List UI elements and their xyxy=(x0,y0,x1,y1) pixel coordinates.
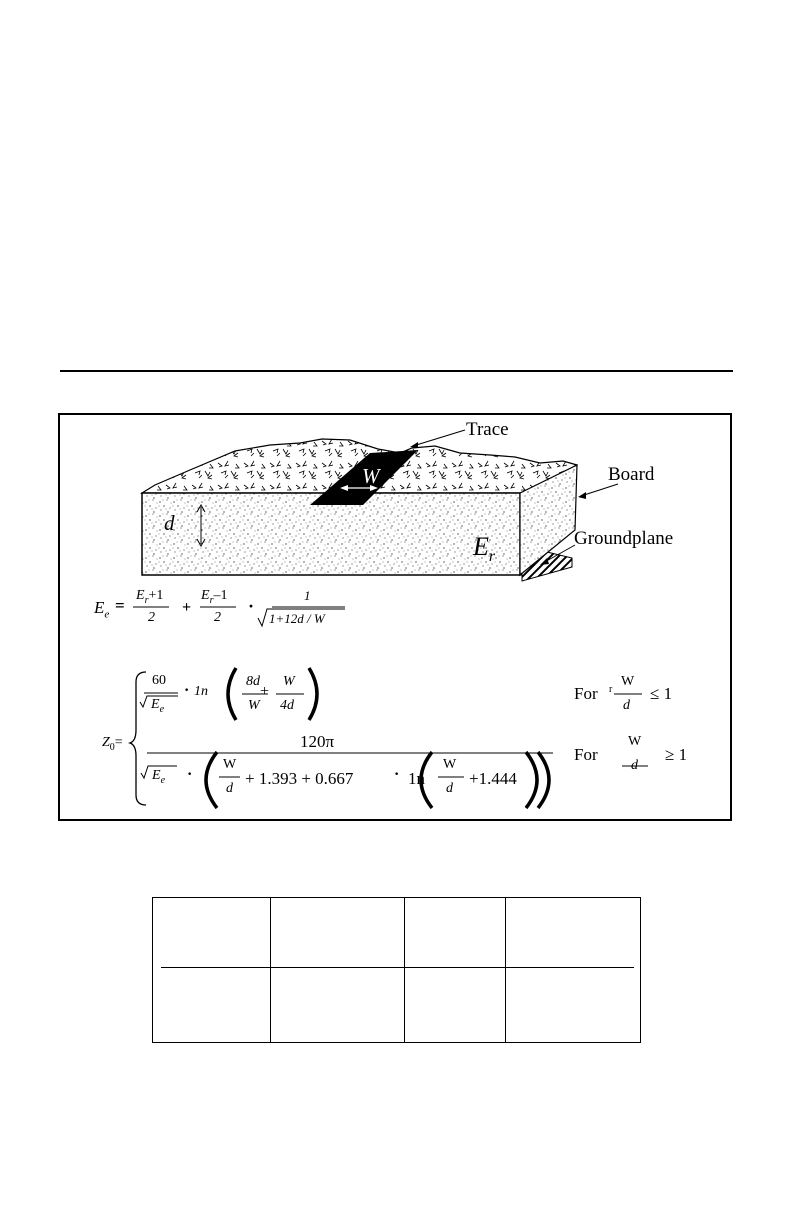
case1-f1-denominator: W xyxy=(248,698,260,713)
case1-condition-numerator: W xyxy=(621,674,635,689)
microstrip-figure xyxy=(58,413,732,821)
case1-condition-relation: ≤ 1 xyxy=(650,684,673,703)
case1-f1-numerator: 8d xyxy=(246,674,260,689)
case2-condition-numerator: W xyxy=(628,734,642,749)
case1-plus: + xyxy=(260,683,270,700)
case1-condition-mark: r xyxy=(609,684,613,695)
case2-condition-denominator: d xyxy=(631,758,638,773)
table-column-divider xyxy=(404,898,405,1042)
table-column-divider xyxy=(505,898,506,1042)
case2-f2-denominator: d xyxy=(446,781,453,796)
trace-label: Trace xyxy=(466,419,509,440)
board-thickness-label: d xyxy=(164,511,175,535)
case2-constants: + 1.393 + 0.667 xyxy=(245,769,354,788)
case2-f2-numerator: W xyxy=(443,757,457,772)
trace-width-label: W xyxy=(362,464,380,488)
term2-denominator: 2 xyxy=(214,610,221,625)
case1-f2-denominator: 4d xyxy=(280,698,294,713)
case1-numerator: 60 xyxy=(152,673,166,688)
case2-ln: 1n xyxy=(408,769,425,788)
case1-condition-for: For xyxy=(574,684,598,703)
case1-f2-numerator: W xyxy=(283,674,295,689)
equals-sign: = xyxy=(115,596,125,615)
case1-ln: 1n xyxy=(194,684,208,699)
case2-dot2: · xyxy=(394,766,400,783)
case2-dot: · xyxy=(187,766,193,783)
case2-f1-denominator: d xyxy=(226,781,233,796)
case1-condition-denominator: d xyxy=(623,698,630,713)
impedance-symbol: $Z_0=$ xyxy=(102,735,123,753)
term1-numerator: $E_r+1$ xyxy=(136,588,164,606)
board-label: Board xyxy=(608,464,655,485)
case2-condition-for: For xyxy=(574,745,598,764)
term2-numerator: $E_r-1$ xyxy=(201,588,228,606)
term3-numerator: 1 xyxy=(304,588,311,603)
term1-denominator: 2 xyxy=(148,610,155,625)
board-shape xyxy=(142,439,577,575)
table-column-divider xyxy=(270,898,271,1042)
case2-denominator-sqrt: $E_e$ xyxy=(152,768,166,786)
table-header-divider xyxy=(161,967,634,968)
case1-dot: · xyxy=(184,682,190,699)
equation-lines xyxy=(130,607,648,808)
multiply-dot: · xyxy=(248,596,255,616)
empty-table xyxy=(152,897,641,1043)
effective-eps-symbol: $E_e$ xyxy=(94,598,110,621)
case2-f1-numerator: W xyxy=(223,757,237,772)
groundplane-label: Groundplane xyxy=(574,528,674,549)
dielectric-constant-label: $E_r$ xyxy=(473,532,496,566)
case2-constant2: +1.444 xyxy=(469,769,517,788)
term3-denominator: 1+12d / W xyxy=(269,611,325,626)
case1-denominator: $E_e$ xyxy=(151,697,165,715)
section-rule xyxy=(60,370,733,372)
plus-sign: + xyxy=(182,599,192,616)
case2-numerator: 120π xyxy=(300,732,335,751)
case2-condition-relation: ≥ 1 xyxy=(665,745,688,764)
